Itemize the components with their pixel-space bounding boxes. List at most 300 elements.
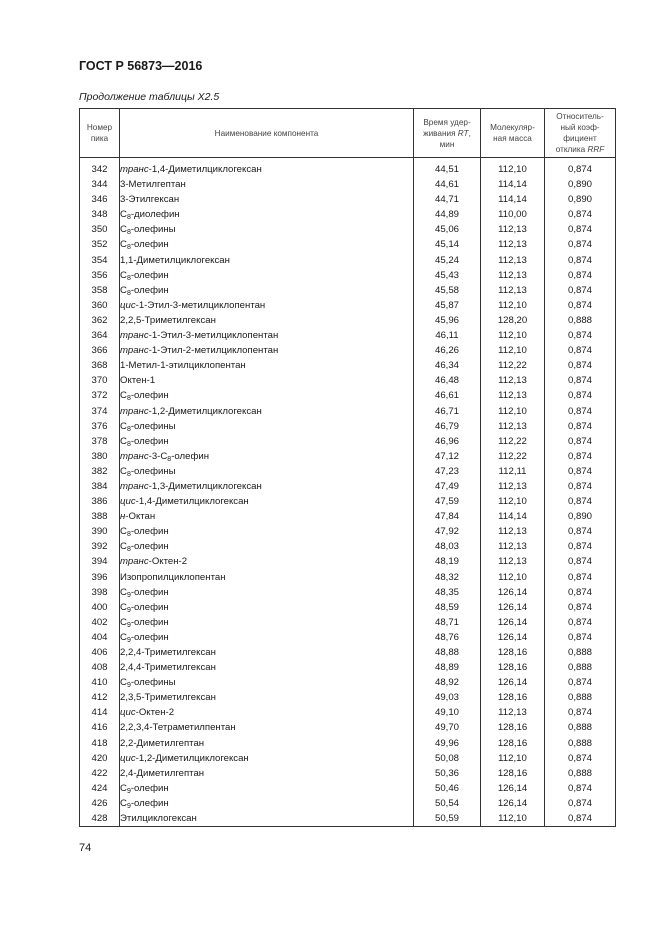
- name-part: -олефин: [130, 541, 169, 553]
- header-rt: Время удер- живания RT, мин: [414, 109, 481, 158]
- rrf-cell: 0,888: [545, 313, 616, 328]
- table-row: [80, 766, 616, 781]
- rrf-cell: 0,874: [545, 222, 616, 237]
- peak-number-cell: 418: [80, 736, 120, 751]
- peak-number-cell: 422: [80, 766, 120, 781]
- rrf-cell: 0,874: [545, 449, 616, 464]
- component-name-cell: [120, 705, 414, 720]
- component-name-cell: [120, 192, 414, 207]
- component-name-cell: [120, 736, 414, 751]
- carbon-subscript: 8: [126, 274, 131, 282]
- table-row: [80, 570, 616, 585]
- molecular-mass-cell: 112,22: [481, 434, 545, 449]
- rrf-cell: 0,874: [545, 419, 616, 434]
- retention-time-cell: 46,96: [414, 434, 481, 449]
- peak-number-cell: 376: [80, 419, 120, 434]
- peak-number-cell: 386: [80, 494, 120, 509]
- carbon-subscript: 8: [126, 214, 131, 222]
- peak-number-cell: 420: [80, 751, 120, 766]
- retention-time-cell: 46,71: [414, 404, 481, 419]
- header-name-label: Наименование компонента: [214, 128, 319, 138]
- table-row: [80, 358, 616, 373]
- table-row: [80, 268, 616, 283]
- molecular-mass-cell: 112,13: [481, 479, 545, 494]
- table-row: [80, 313, 616, 328]
- peak-number-cell: 392: [80, 539, 120, 554]
- table-row: [80, 192, 616, 207]
- molecular-mass-cell: 128,16: [481, 690, 545, 705]
- name-part: 2,3,5-Триметилгексан: [120, 692, 216, 704]
- retention-time-cell: 50,46: [414, 781, 481, 796]
- retention-time-cell: 50,36: [414, 766, 481, 781]
- peak-number-cell: 398: [80, 585, 120, 600]
- name-part: цис: [120, 299, 136, 311]
- carbon-subscript: 8: [126, 289, 131, 297]
- peak-number-cell: 354: [80, 253, 120, 268]
- retention-time-cell: 47,59: [414, 494, 481, 509]
- name-part: -олефины: [130, 420, 176, 432]
- component-name-cell: [120, 464, 414, 479]
- table-row: [80, 720, 616, 735]
- rrf-cell: 0,874: [545, 158, 616, 178]
- component-name-cell: [120, 283, 414, 298]
- retention-time-cell: 47,92: [414, 524, 481, 539]
- rrf-cell: 0,874: [545, 328, 616, 343]
- molecular-mass-cell: 112,10: [481, 751, 545, 766]
- carbon-subscript: 9: [126, 802, 131, 810]
- retention-time-cell: 45,06: [414, 222, 481, 237]
- peak-number-cell: 348: [80, 207, 120, 222]
- table-row: [80, 554, 616, 569]
- peak-number-cell: 382: [80, 464, 120, 479]
- name-part: -1,2-Диметилциклогексан: [148, 405, 262, 417]
- component-name-cell: [120, 313, 414, 328]
- name-part: C: [120, 677, 127, 689]
- component-name-cell: [120, 328, 414, 343]
- retention-time-cell: 48,76: [414, 630, 481, 645]
- peak-number-cell: 372: [80, 388, 120, 403]
- retention-time-cell: 48,03: [414, 539, 481, 554]
- peak-number-cell: 362: [80, 313, 120, 328]
- component-name-cell: [120, 539, 414, 554]
- name-part: транс: [120, 164, 149, 175]
- data-table: [79, 108, 616, 827]
- name-part: -олефин: [130, 435, 169, 447]
- molecular-mass-cell: 112,13: [481, 419, 545, 434]
- molecular-mass-cell: 112,10: [481, 158, 545, 178]
- retention-time-cell: 48,59: [414, 600, 481, 615]
- name-part: Изопропилциклопентан: [120, 571, 226, 583]
- molecular-mass-cell: 112,22: [481, 358, 545, 373]
- component-name-cell: [120, 509, 414, 524]
- rrf-cell: 0,874: [545, 283, 616, 298]
- name-part: -олефин: [130, 269, 169, 281]
- retention-time-cell: 49,10: [414, 705, 481, 720]
- rrf-cell: 0,888: [545, 645, 616, 660]
- name-part: 3-Этилгексан: [120, 194, 180, 206]
- component-name-cell: [120, 449, 414, 464]
- retention-time-cell: 45,96: [414, 313, 481, 328]
- name-part: Октен-1: [120, 375, 156, 387]
- table-row: [80, 343, 616, 358]
- table-row: [80, 449, 616, 464]
- rrf-cell: 0,874: [545, 600, 616, 615]
- component-name-cell: [120, 630, 414, 645]
- peak-number-cell: 360: [80, 298, 120, 313]
- component-name-cell: [120, 690, 414, 705]
- name-part: транс: [120, 405, 149, 417]
- retention-time-cell: 50,59: [414, 811, 481, 827]
- name-part: -олефин: [130, 284, 169, 296]
- retention-time-cell: 49,96: [414, 736, 481, 751]
- component-name-cell: [120, 358, 414, 373]
- peak-number-cell: 350: [80, 222, 120, 237]
- molecular-mass-cell: 128,16: [481, 645, 545, 660]
- component-name-cell: [120, 781, 414, 796]
- name-part: транс: [120, 345, 149, 357]
- retention-time-cell: 48,19: [414, 554, 481, 569]
- component-name-cell: [120, 660, 414, 675]
- rrf-cell: 0,874: [545, 630, 616, 645]
- retention-time-cell: 47,23: [414, 464, 481, 479]
- header-name: [120, 109, 414, 158]
- rrf-cell: 0,874: [545, 268, 616, 283]
- name-part: цис: [120, 496, 136, 508]
- table-row: [80, 811, 616, 827]
- carbon-subscript: 9: [126, 682, 131, 690]
- name-part: -олефин: [130, 631, 169, 643]
- name-part: н: [120, 511, 126, 523]
- peak-number-cell: 424: [80, 781, 120, 796]
- peak-number-cell: 412: [80, 690, 120, 705]
- rrf-cell: 0,874: [545, 615, 616, 630]
- molecular-mass-cell: 114,14: [481, 509, 545, 524]
- table-row: [80, 630, 616, 645]
- component-name-cell: [120, 675, 414, 690]
- table-row: [80, 751, 616, 766]
- name-part: 2,4-Диметилгептан: [120, 767, 205, 779]
- peak-number-cell: 414: [80, 705, 120, 720]
- molecular-mass-cell: 114,14: [481, 177, 545, 192]
- name-part: 1-Метил-1-этилциклопентан: [120, 360, 246, 372]
- molecular-mass-cell: 126,14: [481, 781, 545, 796]
- retention-time-cell: 44,89: [414, 207, 481, 222]
- retention-time-cell: 46,34: [414, 358, 481, 373]
- name-part: 1,1-Диметилциклогексан: [120, 254, 230, 266]
- carbon-subscript: 9: [126, 787, 131, 795]
- name-part: 2,4,4-Триметилгексан: [120, 662, 216, 674]
- peak-number-cell: 404: [80, 630, 120, 645]
- retention-time-cell: 48,89: [414, 660, 481, 675]
- rrf-cell: 0,874: [545, 237, 616, 252]
- molecular-mass-cell: 110,00: [481, 207, 545, 222]
- component-name-cell: [120, 158, 414, 178]
- table-row: [80, 524, 616, 539]
- name-part: транс: [120, 480, 149, 492]
- retention-time-cell: 49,70: [414, 720, 481, 735]
- name-part: C: [120, 586, 127, 598]
- carbon-subscript: 8: [126, 531, 131, 539]
- table-row: [80, 494, 616, 509]
- rrf-cell: 0,874: [545, 253, 616, 268]
- name-part: C: [120, 284, 127, 296]
- rrf-cell: 0,874: [545, 781, 616, 796]
- rrf-cell: 0,874: [545, 373, 616, 388]
- carbon-subscript: 8: [167, 455, 172, 463]
- retention-time-cell: 47,84: [414, 509, 481, 524]
- retention-time-cell: 46,79: [414, 419, 481, 434]
- name-part: -1-Этил-2-метилциклопентан: [148, 345, 279, 357]
- peak-number-cell: 402: [80, 615, 120, 630]
- name-part: C: [120, 782, 127, 794]
- peak-number-cell: 358: [80, 283, 120, 298]
- table-row: [80, 509, 616, 524]
- table-row: [80, 177, 616, 192]
- molecular-mass-cell: 112,13: [481, 237, 545, 252]
- retention-time-cell: 46,48: [414, 373, 481, 388]
- name-part: Этилциклогексан: [120, 813, 197, 825]
- rrf-cell: 0,874: [545, 464, 616, 479]
- rrf-cell: 0,888: [545, 690, 616, 705]
- retention-time-cell: 44,71: [414, 192, 481, 207]
- carbon-subscript: 9: [126, 621, 131, 629]
- retention-time-cell: 44,61: [414, 177, 481, 192]
- rrf-cell: 0,874: [545, 539, 616, 554]
- molecular-mass-cell: 114,14: [481, 192, 545, 207]
- table-row: [80, 690, 616, 705]
- peak-number-cell: 426: [80, 796, 120, 811]
- table-row: [80, 615, 616, 630]
- name-part: -1,2-Диметилциклогексан: [135, 752, 249, 764]
- name-part: C: [120, 239, 127, 251]
- peak-number-cell: 408: [80, 660, 120, 675]
- molecular-mass-cell: 112,13: [481, 388, 545, 403]
- molecular-mass-cell: 126,14: [481, 615, 545, 630]
- table-row: [80, 796, 616, 811]
- carbon-subscript: 8: [126, 470, 131, 478]
- carbon-subscript: 8: [126, 229, 131, 237]
- retention-time-cell: 49,03: [414, 690, 481, 705]
- peak-number-cell: 396: [80, 570, 120, 585]
- rrf-cell: 0,888: [545, 736, 616, 751]
- name-part: -1-Этил-3-метилциклопентан: [148, 330, 279, 342]
- name-part: -1,3-Диметилциклогексан: [148, 480, 262, 492]
- table-row: [80, 675, 616, 690]
- name-part: -олефины: [130, 677, 176, 689]
- retention-time-cell: 50,54: [414, 796, 481, 811]
- component-name-cell: [120, 298, 414, 313]
- rrf-cell: 0,874: [545, 796, 616, 811]
- peak-number-cell: 394: [80, 554, 120, 569]
- table-row: [80, 158, 616, 178]
- table-caption: Продолжение таблицы X2.5: [79, 91, 220, 103]
- table-row: [80, 660, 616, 675]
- peak-number-cell: 406: [80, 645, 120, 660]
- component-name-cell: [120, 524, 414, 539]
- name-part: C: [120, 526, 127, 538]
- rrf-cell: 0,874: [545, 298, 616, 313]
- name-part: -олефин: [130, 797, 169, 809]
- name-part: цис: [120, 752, 136, 764]
- standard-designation: ГОСТ Р 56873—2016: [79, 59, 203, 73]
- table-row: [80, 207, 616, 222]
- table-row: [80, 328, 616, 343]
- molecular-mass-cell: 112,13: [481, 554, 545, 569]
- carbon-subscript: 8: [126, 425, 131, 433]
- component-name-cell: [120, 373, 414, 388]
- retention-time-cell: 47,12: [414, 449, 481, 464]
- rrf-cell: 0,874: [545, 434, 616, 449]
- name-part: -1,4-Диметилциклогексан: [135, 496, 249, 508]
- retention-time-cell: 46,26: [414, 343, 481, 358]
- name-part: C: [120, 601, 127, 613]
- molecular-mass-cell: 112,13: [481, 705, 545, 720]
- table-body: [80, 158, 616, 827]
- molecular-mass-cell: 128,16: [481, 660, 545, 675]
- name-part: -3-C: [148, 450, 168, 462]
- name-part: C: [120, 616, 127, 628]
- name-part: C: [120, 465, 127, 477]
- molecular-mass-cell: 112,10: [481, 404, 545, 419]
- component-name-cell: [120, 237, 414, 252]
- name-part: -олефин: [130, 390, 169, 402]
- component-name-cell: [120, 419, 414, 434]
- name-part: C: [120, 390, 127, 402]
- name-part: транс: [120, 330, 149, 342]
- component-name-cell: [120, 343, 414, 358]
- molecular-mass-cell: 112,22: [481, 449, 545, 464]
- peak-number-cell: 384: [80, 479, 120, 494]
- retention-time-cell: 48,35: [414, 585, 481, 600]
- rrf-cell: 0,874: [545, 358, 616, 373]
- molecular-mass-cell: 112,10: [481, 343, 545, 358]
- molecular-mass-cell: 112,13: [481, 222, 545, 237]
- molecular-mass-cell: 112,13: [481, 373, 545, 388]
- component-name-cell: [120, 177, 414, 192]
- retention-time-cell: 48,88: [414, 645, 481, 660]
- table-row: [80, 253, 616, 268]
- name-part: транс: [120, 556, 149, 568]
- name-part: -олефины: [130, 224, 176, 236]
- name-part: C: [120, 269, 127, 281]
- name-part: -Октен-2: [135, 707, 175, 719]
- table-row: [80, 736, 616, 751]
- name-part: транс: [120, 450, 149, 462]
- carbon-subscript: 8: [126, 440, 131, 448]
- retention-time-cell: 45,14: [414, 237, 481, 252]
- retention-time-cell: 46,11: [414, 328, 481, 343]
- name-part: -олефин: [130, 239, 169, 251]
- rrf-cell: 0,890: [545, 177, 616, 192]
- rrf-cell: 0,890: [545, 509, 616, 524]
- table-row: [80, 464, 616, 479]
- retention-time-cell: 45,43: [414, 268, 481, 283]
- retention-time-cell: 45,87: [414, 298, 481, 313]
- rrf-cell: 0,874: [545, 343, 616, 358]
- name-part: 2,2,3,4-Тетраметилпентан: [120, 722, 236, 734]
- name-part: C: [120, 420, 127, 432]
- peak-number-cell: 364: [80, 328, 120, 343]
- component-name-cell: [120, 796, 414, 811]
- molecular-mass-cell: 112,10: [481, 494, 545, 509]
- component-name-cell: [120, 222, 414, 237]
- component-name-cell: [120, 570, 414, 585]
- component-name-cell: [120, 253, 414, 268]
- component-name-cell: [120, 268, 414, 283]
- name-part: -олефин: [130, 601, 169, 613]
- retention-time-cell: 50,08: [414, 751, 481, 766]
- name-part: 2,2,5-Триметилгексан: [120, 314, 216, 326]
- molecular-mass-cell: 126,14: [481, 675, 545, 690]
- table-row: [80, 283, 616, 298]
- name-part: -олефин: [130, 526, 169, 538]
- retention-time-cell: 44,51: [414, 158, 481, 178]
- component-name-cell: [120, 766, 414, 781]
- name-part: 2,2,4-Триметилгексан: [120, 647, 216, 658]
- table-row: [80, 479, 616, 494]
- component-name-cell: [120, 720, 414, 735]
- table-row: [80, 781, 616, 796]
- rrf-cell: 0,874: [545, 585, 616, 600]
- component-name-cell: [120, 479, 414, 494]
- table-row: [80, 434, 616, 449]
- rrf-cell: 0,874: [545, 479, 616, 494]
- table-row: [80, 419, 616, 434]
- molecular-mass-cell: 112,10: [481, 298, 545, 313]
- molecular-mass-cell: 128,16: [481, 766, 545, 781]
- name-part: -1-Этил-3-метилциклопентан: [135, 299, 266, 311]
- page-number: 74: [79, 842, 92, 854]
- molecular-mass-cell: 112,13: [481, 524, 545, 539]
- table-row: [80, 585, 616, 600]
- rrf-cell: 0,874: [545, 524, 616, 539]
- retention-time-cell: 45,58: [414, 283, 481, 298]
- rrf-cell: 0,874: [545, 207, 616, 222]
- name-part: C: [120, 209, 127, 221]
- header-num-label: Номер пика: [86, 123, 113, 143]
- peak-number-cell: 380: [80, 449, 120, 464]
- molecular-mass-cell: 128,16: [481, 736, 545, 751]
- name-part: -диолефин: [130, 209, 180, 221]
- name-part: цис: [120, 707, 136, 719]
- table-row: [80, 388, 616, 403]
- name-part: -олефин: [171, 450, 210, 462]
- rrf-cell: 0,888: [545, 720, 616, 735]
- peak-number-cell: 342: [80, 158, 120, 178]
- table-row: [80, 222, 616, 237]
- retention-time-cell: 46,61: [414, 388, 481, 403]
- table-row: [80, 298, 616, 313]
- rrf-cell: 0,890: [545, 192, 616, 207]
- carbon-subscript: 8: [126, 244, 131, 252]
- molecular-mass-cell: 112,13: [481, 283, 545, 298]
- name-part: -1,4-Диметилциклогексан: [148, 164, 262, 175]
- rrf-cell: 0,874: [545, 494, 616, 509]
- component-name-cell: [120, 585, 414, 600]
- retention-time-cell: 47,49: [414, 479, 481, 494]
- name-part: C: [120, 541, 127, 553]
- peak-number-cell: 388: [80, 509, 120, 524]
- rrf-cell: 0,874: [545, 751, 616, 766]
- component-name-cell: [120, 494, 414, 509]
- rrf-cell: 0,874: [545, 570, 616, 585]
- molecular-mass-cell: 112,13: [481, 253, 545, 268]
- peak-number-cell: 374: [80, 404, 120, 419]
- table-row: [80, 600, 616, 615]
- table-row: [80, 404, 616, 419]
- carbon-subscript: 8: [126, 395, 131, 403]
- table-row: [80, 705, 616, 720]
